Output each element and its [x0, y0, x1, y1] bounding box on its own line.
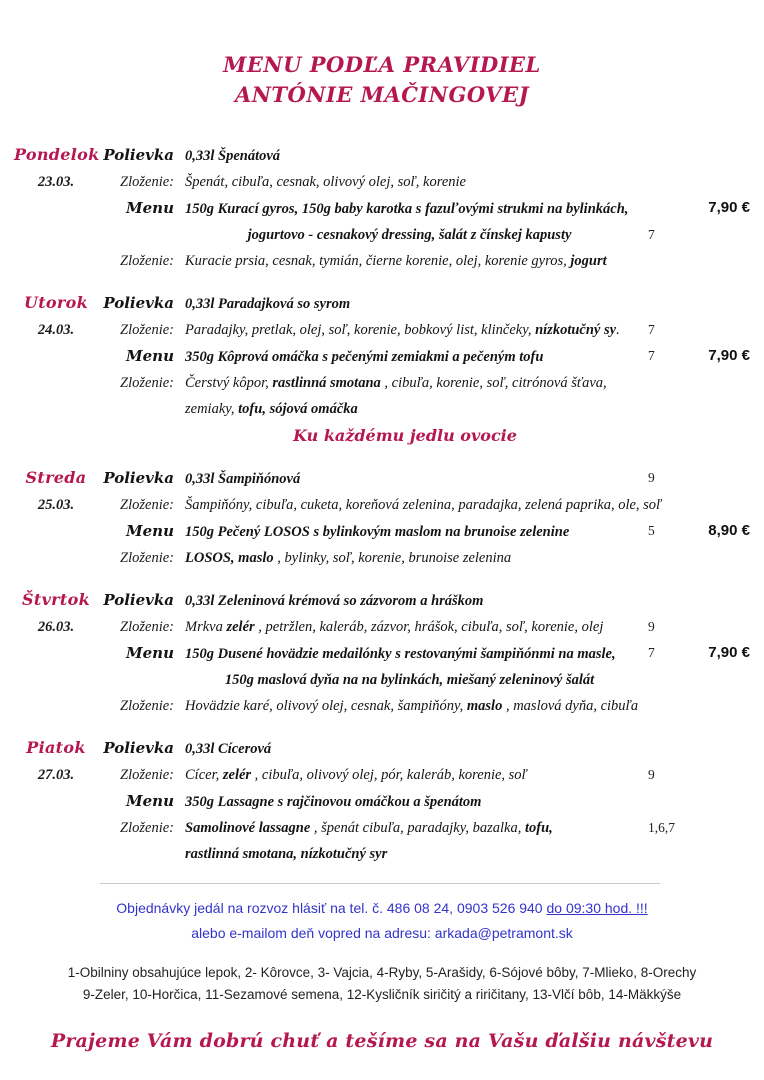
- day-section: [0, 587, 764, 719]
- row-type-label: Zloženie:: [120, 619, 174, 635]
- menu-row: [0, 195, 764, 222]
- content-bold-segment: Samolinové lassagne: [185, 820, 311, 836]
- row-content: [174, 317, 634, 343]
- weekly-menu-list: [0, 142, 764, 867]
- content-segment: Mrkva: [185, 619, 227, 635]
- row-type-label: Menu: [126, 644, 174, 662]
- row-type-label: Polievka: [103, 469, 174, 487]
- content-segment: Špenát, cibuľa, cesnak, olivový olej, soľ, korenie: [185, 174, 466, 190]
- closing-message: Prajeme Vám dobrú chuť a tešíme sa na Vašu ďalšiu návštevu: [50, 1030, 714, 1052]
- content-segment: Hovädzie karé, olivový olej, cesnak, šampiňóny,: [185, 698, 467, 714]
- day-date-label: 23.03.: [37, 174, 75, 190]
- row-type-label: Menu: [126, 522, 174, 540]
- menu-row: [0, 370, 764, 396]
- content-segment: .: [616, 322, 620, 338]
- row-content: [174, 143, 634, 169]
- content-bold-segment: 350g Lassagne s rajčinovou omáčkou a špenátom: [185, 794, 482, 810]
- day-date-label: 24.03.: [37, 322, 75, 338]
- menu-row: [0, 492, 764, 518]
- content-segment: , cibuľa, korenie, soľ, citrónová šťava,: [380, 375, 607, 391]
- allergen-numbers: 7: [648, 348, 655, 363]
- menu-price: 7,90 €: [708, 644, 750, 661]
- content-segment: , maslová dyňa, cibuľa: [502, 698, 639, 714]
- row-type-label: Polievka: [103, 146, 174, 164]
- content-bold-segment: maslo: [466, 698, 503, 714]
- row-content: [174, 641, 634, 667]
- day-section: [0, 465, 764, 571]
- menu-row: [0, 614, 764, 640]
- content-bold-segment: 0,33l Cícerová: [185, 741, 272, 757]
- content-bold-segment: zelér: [226, 619, 255, 635]
- content-segment: , petržlen, kaleráb, zázvor, hrášok, cibuľa, soľ, korenie, olej: [254, 619, 604, 635]
- row-content: [174, 588, 634, 614]
- allergen-numbers: 7: [648, 322, 655, 337]
- menu-row: [0, 587, 764, 614]
- row-content: [174, 344, 634, 370]
- row-type-label: Zloženie:: [120, 253, 174, 269]
- menu-row: [0, 343, 764, 370]
- row-content: [174, 466, 634, 492]
- allergen-numbers: 5: [648, 523, 655, 538]
- menu-row: [0, 545, 764, 571]
- content-segment: Kuracie prsia, cesnak, tymián, čierne korenie, olej, korenie gyros,: [185, 253, 571, 269]
- content-bold-segment: 0,33l Šampiňónová: [185, 471, 301, 487]
- page-title-line2: ANTÓNIE MAČINGOVEJ: [234, 82, 530, 107]
- menu-row: [0, 762, 764, 788]
- menu-price: 7,90 €: [708, 347, 750, 364]
- content-bold-segment: zelér: [222, 767, 252, 783]
- content-bold-segment: 150g Kurací gyros, 150g baby karotka s fazuľovými strukmi na bylinkách,: [185, 201, 629, 217]
- content-bold-segment: nízkotučný sy: [535, 322, 617, 338]
- row-type-label: Zloženie:: [120, 497, 174, 513]
- row-content: [174, 396, 634, 422]
- row-content: [174, 291, 634, 317]
- content-bold-segment: jogurtovo - cesnakový dressing, šalát z čínskej kapusty: [247, 227, 572, 243]
- row-content: [174, 196, 634, 222]
- menu-row: [0, 290, 764, 317]
- content-bold-segment: 150g Pečený LOSOS s bylinkovým maslom na brunoise zelenine: [185, 524, 570, 540]
- menu-price: 7,90 €: [708, 199, 750, 216]
- content-segment: , špenát cibuľa, paradajky, bazalka,: [310, 820, 525, 836]
- row-type-label: Zloženie:: [120, 698, 174, 714]
- content-segment: Cícer,: [185, 767, 223, 783]
- page-title-line1: MENU PODĽA PRAVIDIEL: [223, 52, 541, 77]
- day-name-label: Štvrtok: [22, 590, 90, 609]
- allergen-numbers: 9: [648, 619, 655, 634]
- content-bold-segment: 0,33l Špenátová: [185, 148, 281, 164]
- row-content: [174, 248, 634, 274]
- row-content: [174, 736, 634, 762]
- row-type-label: Zloženie:: [120, 550, 174, 566]
- menu-row: [0, 735, 764, 762]
- menu-row: [0, 518, 764, 545]
- row-content: [174, 545, 634, 571]
- menu-price: 8,90 €: [708, 522, 750, 539]
- menu-row: [0, 248, 764, 274]
- day-section: [0, 735, 764, 867]
- content-segment: , cibuľa, olivový olej, pór, kaleráb, korenie, soľ: [251, 767, 527, 783]
- menu-row: [0, 667, 764, 693]
- day-section: [0, 290, 764, 449]
- row-content: [174, 492, 661, 518]
- content-segment: Čerstvý kôpor,: [185, 375, 273, 391]
- menu-row: [0, 841, 764, 867]
- content-bold-segment: rastlinná smotana, nízkotučný syr: [185, 846, 388, 862]
- row-content: [174, 169, 634, 195]
- menu-row: [0, 169, 764, 195]
- content-bold-segment: 350g Kôprová omáčka s pečenými zemiakmi a pečeným tofu: [185, 349, 544, 365]
- menu-row: [0, 465, 764, 492]
- day-section: [0, 142, 764, 274]
- row-content: [174, 370, 634, 396]
- order-phone-line: [0, 896, 764, 921]
- day-name-label: Pondelok: [14, 145, 100, 164]
- allergen-legend-line2: 9-Zeler, 10-Horčica, 11-Sezamové semena, 12-Kysličník siričitý a riričitany, 13-Vlčí bôb, 14-Mäkkýše: [82, 987, 682, 1002]
- menu-row: [0, 640, 764, 667]
- menu-row: [0, 317, 764, 343]
- row-content: [174, 667, 634, 693]
- allergen-numbers: 7: [648, 645, 655, 660]
- menu-row: [0, 222, 764, 248]
- row-content: [174, 222, 634, 248]
- menu-row: [0, 142, 764, 169]
- day-date-label: 27.03.: [37, 767, 75, 783]
- row-content: [174, 841, 634, 867]
- content-bold-segment: tofu, sójová omáčka: [238, 401, 358, 417]
- menu-row: [0, 693, 764, 719]
- content-bold-segment: jogurt: [570, 253, 607, 269]
- content-bold-segment: 150g Dusené hovädzie medailónky s restovanými šampiňónmi na masle,: [185, 646, 616, 662]
- day-name-label: Piatok: [26, 738, 86, 757]
- row-type-label: Menu: [126, 792, 174, 810]
- row-type-label: Zloženie:: [120, 820, 174, 836]
- row-type-label: Zloženie:: [120, 375, 174, 391]
- menu-row: [0, 815, 764, 841]
- row-type-label: Menu: [126, 199, 174, 217]
- row-type-label: Zloženie:: [120, 767, 174, 783]
- content-bold-segment: 150g maslová dyňa na na bylinkách, miešaný zeleninový šalát: [224, 672, 595, 688]
- allergen-legend: [0, 962, 764, 1006]
- menu-row: [0, 788, 764, 815]
- allergen-numbers: 7: [648, 227, 655, 242]
- row-type-label: Zloženie:: [120, 174, 174, 190]
- day-name-label: Streda: [25, 468, 87, 487]
- allergen-numbers: 1,6,7: [648, 820, 675, 835]
- allergen-numbers: 9: [648, 470, 655, 485]
- row-type-label: Polievka: [103, 294, 174, 312]
- row-type-label: Polievka: [103, 591, 174, 609]
- content-bold-segment: rastlinná smotana: [272, 375, 381, 391]
- menu-row: [0, 396, 764, 422]
- row-type-label: Polievka: [103, 739, 174, 757]
- row-content: [174, 762, 634, 788]
- row-content: [174, 815, 634, 841]
- day-date-label: 25.03.: [37, 497, 75, 513]
- row-type-label: Menu: [126, 347, 174, 365]
- day-date-label: 26.03.: [37, 619, 75, 635]
- footer-divider: [100, 883, 660, 884]
- row-type-label: Zloženie:: [120, 322, 174, 338]
- page-title: [0, 50, 764, 110]
- row-content: [174, 789, 634, 815]
- content-segment: Paradajky, pretlak, olej, soľ, korenie, bobkový list, klinčeky,: [185, 322, 536, 338]
- order-deadline-text: do 09:30 hod. !!!: [546, 900, 648, 916]
- row-content: [174, 519, 634, 545]
- fruit-note: Ku každému jedlu ovocie: [293, 426, 517, 445]
- content-bold-segment: tofu,: [524, 820, 553, 836]
- content-bold-segment: LOSOS, maslo: [185, 550, 274, 566]
- order-phone-text: Objednávky jedál na rozvoz hlásiť na tel. č. 486 08 24, 0903 526 940: [116, 900, 547, 916]
- row-content: [174, 693, 638, 719]
- order-email-line: alebo e-mailom deň vopred na adresu: arkada@petramont.sk: [191, 925, 573, 941]
- row-content: [174, 614, 634, 640]
- allergen-legend-line1: 1-Obilniny obsahujúce lepok, 2- Kôrovce, 3- Vajcia, 4-Ryby, 5-Arašidy, 6-Sójové bôby, 7-Mlieko, 8-Orechy: [67, 965, 697, 980]
- content-bold-segment: 0,33l Zeleninová krémová so zázvorom a hráškom: [185, 593, 484, 609]
- content-segment: , bylinky, soľ, korenie, brunoise zelenina: [273, 550, 512, 566]
- allergen-numbers: 9: [648, 767, 655, 782]
- content-segment: Šampiňóny, cibuľa, cuketa, koreňová zelenina, paradajka, zelená paprika, ole, soľ: [185, 497, 662, 513]
- content-segment: zemiaky,: [185, 401, 239, 417]
- content-bold-segment: 0,33l Paradajková so syrom: [185, 296, 351, 312]
- day-name-label: Utorok: [23, 293, 88, 312]
